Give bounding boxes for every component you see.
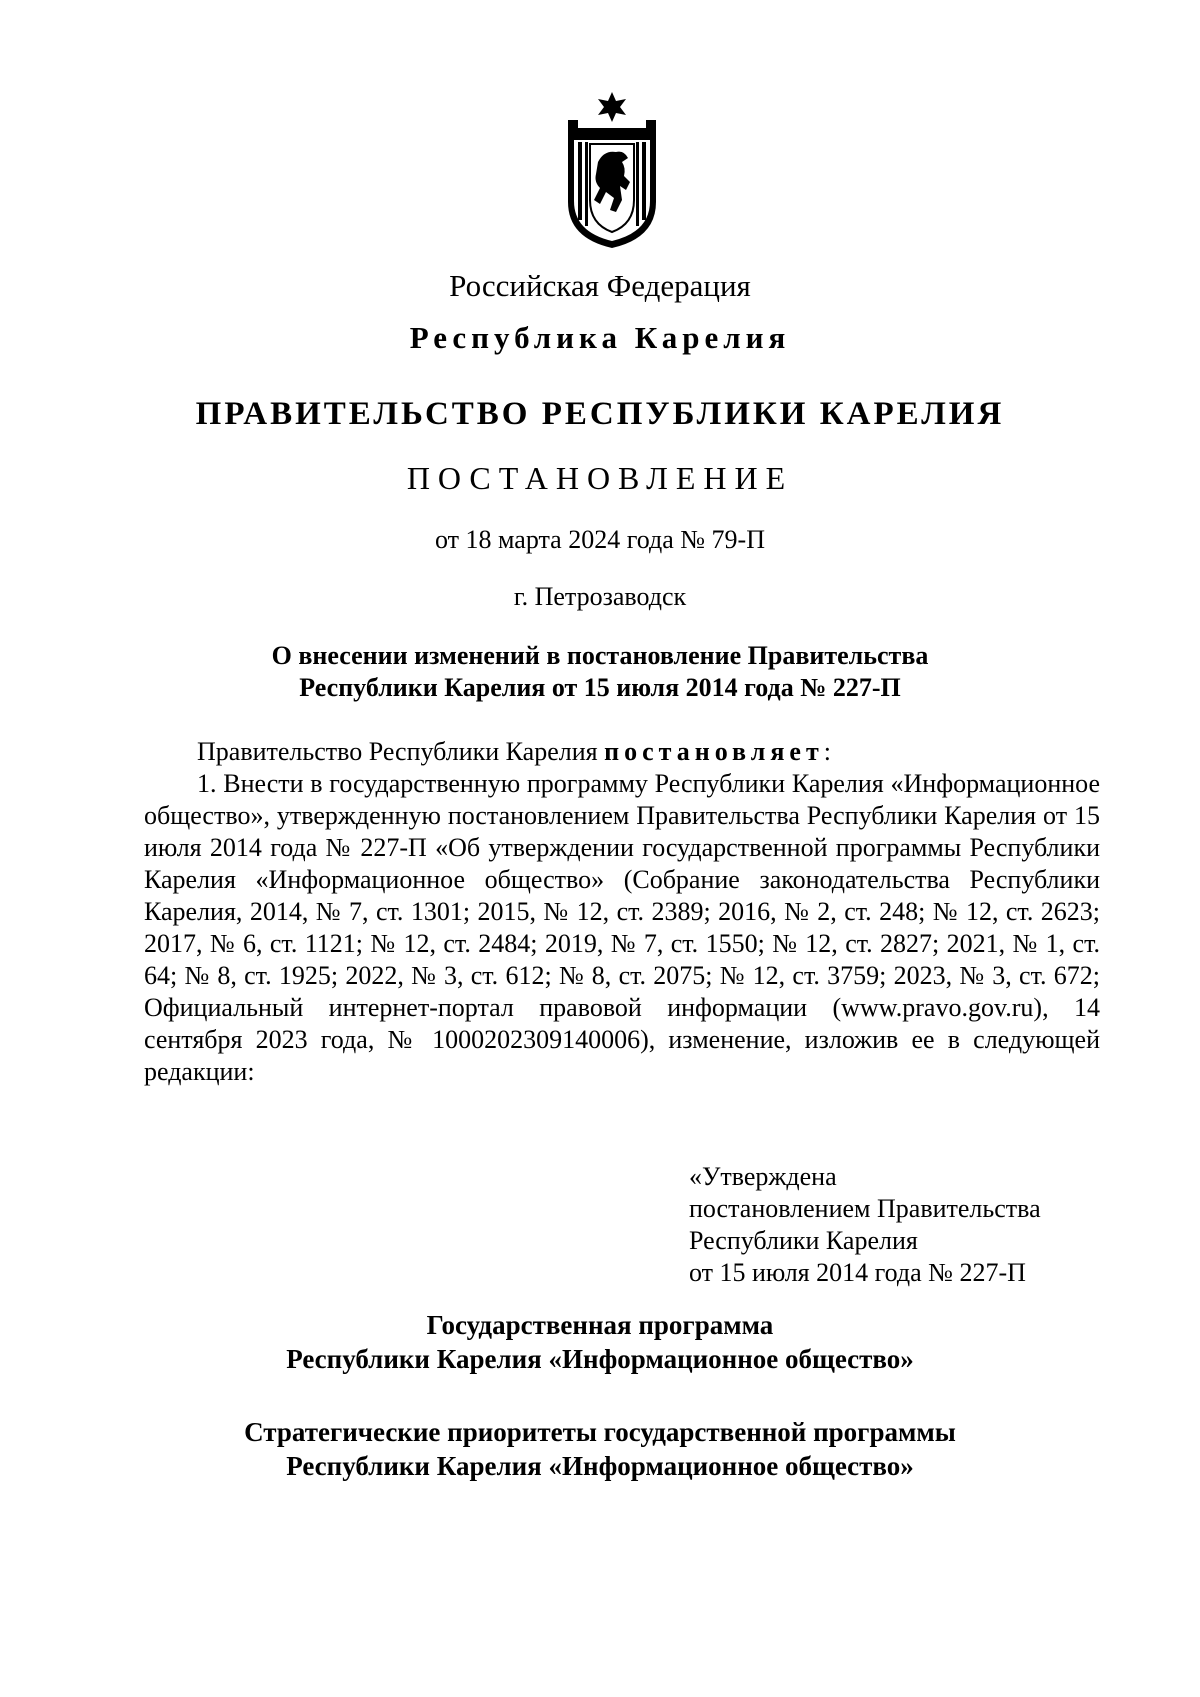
document-date-number: от 18 марта 2024 года № 79-П [435,525,765,554]
document-type: ПОСТАНОВЛЕНИЕ [406,460,794,496]
priorities-title [0,1415,1200,1483]
document-subject [0,640,1200,704]
intro-keyword: постановляет [604,737,824,766]
priorities-title-line-2: Республики Карелия «Информационное общество» [286,1451,914,1481]
approval-line-3: Республики Карелия [689,1226,918,1255]
program-title-line-2: Республики Карелия «Информационное общество» [286,1344,914,1374]
program-title-line-1: Государственная программа [426,1310,774,1340]
approval-stamp [689,1161,1109,1289]
intro-prefix: Правительство Республики Карелия [197,737,605,766]
approval-line-1: «Утверждена [689,1162,837,1191]
document-city: г. Петрозаводск [513,582,687,611]
program-title [0,1308,1200,1376]
decree-intro [197,736,1100,768]
republic-name: Республика Карелия [409,320,791,355]
intro-suffix: : [823,737,831,766]
subject-line-1: О внесении изменений в постановление Правительства [271,641,929,670]
approval-line-2: постановлением Правительства [689,1194,1041,1223]
government-name: ПРАВИТЕЛЬСТВО РЕСПУБЛИКИ КАРЕЛИЯ [195,396,1005,432]
approval-line-4: от 15 июля 2014 года № 227-П [689,1258,1026,1287]
subject-line-2: Республики Карелия от 15 июля 2014 года № 227-П [299,673,901,702]
country-name: Российская Федерация [449,268,751,303]
priorities-title-line-1: Стратегические приоритеты государственной программы [244,1417,956,1447]
decree-item-1: 1. Внести в государственную программу Республики Карелия «Информационное общество», утвержденную постановлением Правительства Республики Карелия от 15 июля 2014 года № 227-П «Об утверждении государственной программы Республики Карелия «Информационное общество» (Собрание законодательства Республики Карелия, 2014, № 7, ст. 1301; 2015, № 12, ст. 2389; 2016, № 2, ст. 248; № 12, ст. 2623; 2017, № 6, ст. 1121; № 12, ст. 2484; 2019, № 7, ст. 1550; № 12, ст. 2827; 2021, № 1, ст. 64; № 8, ст. 1925; 2022, № 3, ст. 612; № 8, ст. 2075; № 12, ст. 3759; 2023, № 3, ст. 672; Официальный интернет-портал правовой информации (www.pravo.gov.ru), 14 сентября 2023 года, № 1000202309140006), изменение, изложив ее в следующей редакции: [144,769,1100,1086]
coat-of-arms-karelia-icon [560,90,664,250]
